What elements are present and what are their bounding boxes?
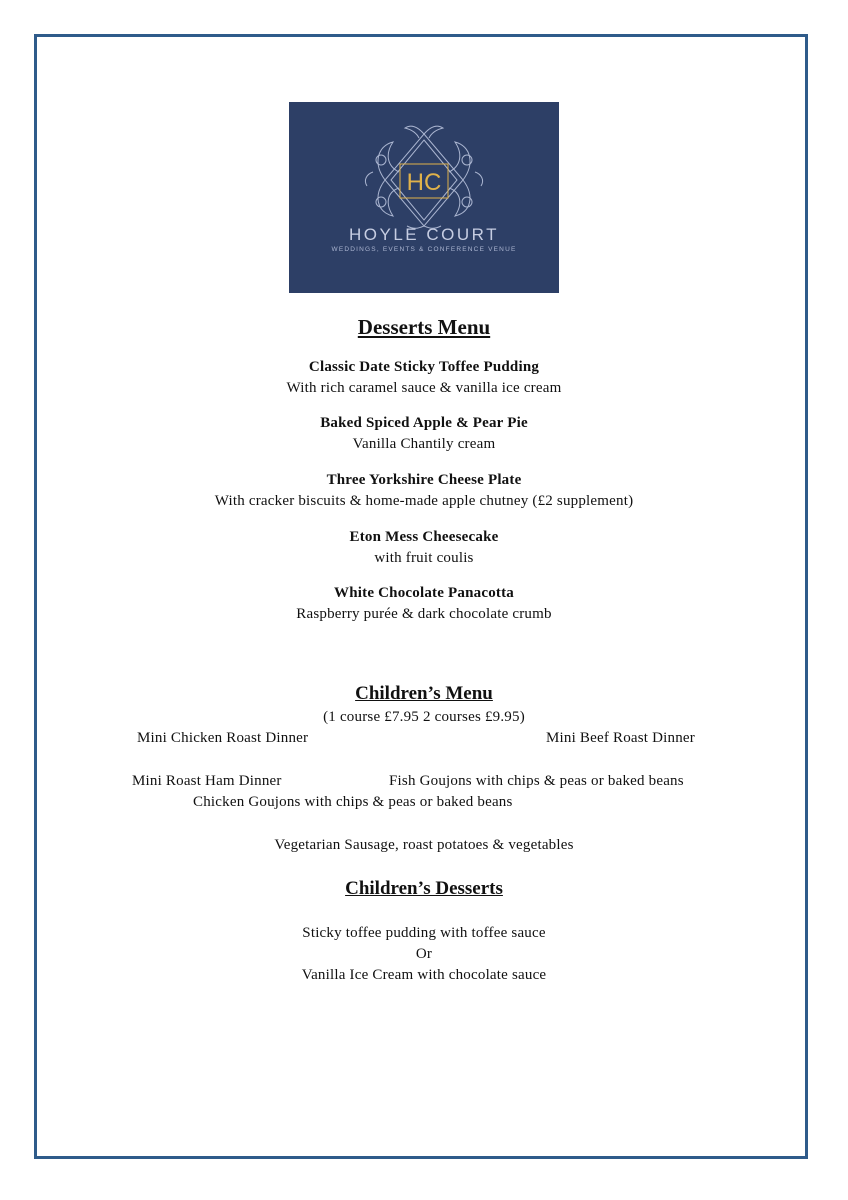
dessert-name: Baked Spiced Apple & Pear Pie — [320, 415, 528, 431]
dessert-name: Classic Date Sticky Toffee Pudding — [308, 359, 540, 375]
childrens-dessert-option: Sticky toffee pudding with toffee sauce — [302, 925, 546, 941]
dessert-description: Vanilla Chantily cream — [352, 436, 496, 452]
dessert-description: Raspberry purée & dark chocolate crumb — [296, 606, 552, 622]
logo-monogram: HC — [406, 169, 442, 196]
venue-logo — [289, 102, 559, 293]
childrens-desserts-title: Children’s Desserts — [345, 878, 503, 899]
dessert-description: with fruit coulis — [374, 550, 474, 566]
childrens-menu-item: Mini Chicken Roast Dinner — [137, 730, 309, 746]
childrens-menu-title: Children’s Menu — [355, 683, 493, 704]
childrens-menu-pricing: (1 course £7.95 2 courses £9.95) — [323, 709, 525, 725]
logo-tagline: WEDDINGS, EVENTS & CONFERENCE VENUE — [331, 246, 517, 253]
dessert-description: With rich caramel sauce & vanilla ice cream — [286, 380, 562, 396]
childrens-menu-item: Fish Goujons with chips & peas or baked beans — [389, 773, 684, 789]
childrens-menu-item: Vegetarian Sausage, roast potatoes & vegetables — [274, 837, 574, 853]
childrens-menu-item: Mini Beef Roast Dinner — [546, 730, 695, 746]
dessert-name: White Chocolate Panacotta — [334, 585, 514, 601]
dessert-description: With cracker biscuits & home-made apple chutney (£2 supplement) — [214, 493, 634, 509]
dessert-name: Three Yorkshire Cheese Plate — [326, 472, 522, 488]
childrens-dessert-option: Vanilla Ice Cream with chocolate sauce — [301, 967, 547, 983]
desserts-menu-title: Desserts Menu — [357, 315, 491, 339]
childrens-menu-item: Mini Roast Ham Dinner — [132, 773, 282, 789]
dessert-name: Eton Mess Cheesecake — [349, 529, 499, 545]
logo-name: HOYLE COURT — [349, 225, 499, 244]
or-separator: Or — [415, 946, 433, 962]
childrens-menu-item: Chicken Goujons with chips & peas or baked beans — [193, 794, 513, 810]
